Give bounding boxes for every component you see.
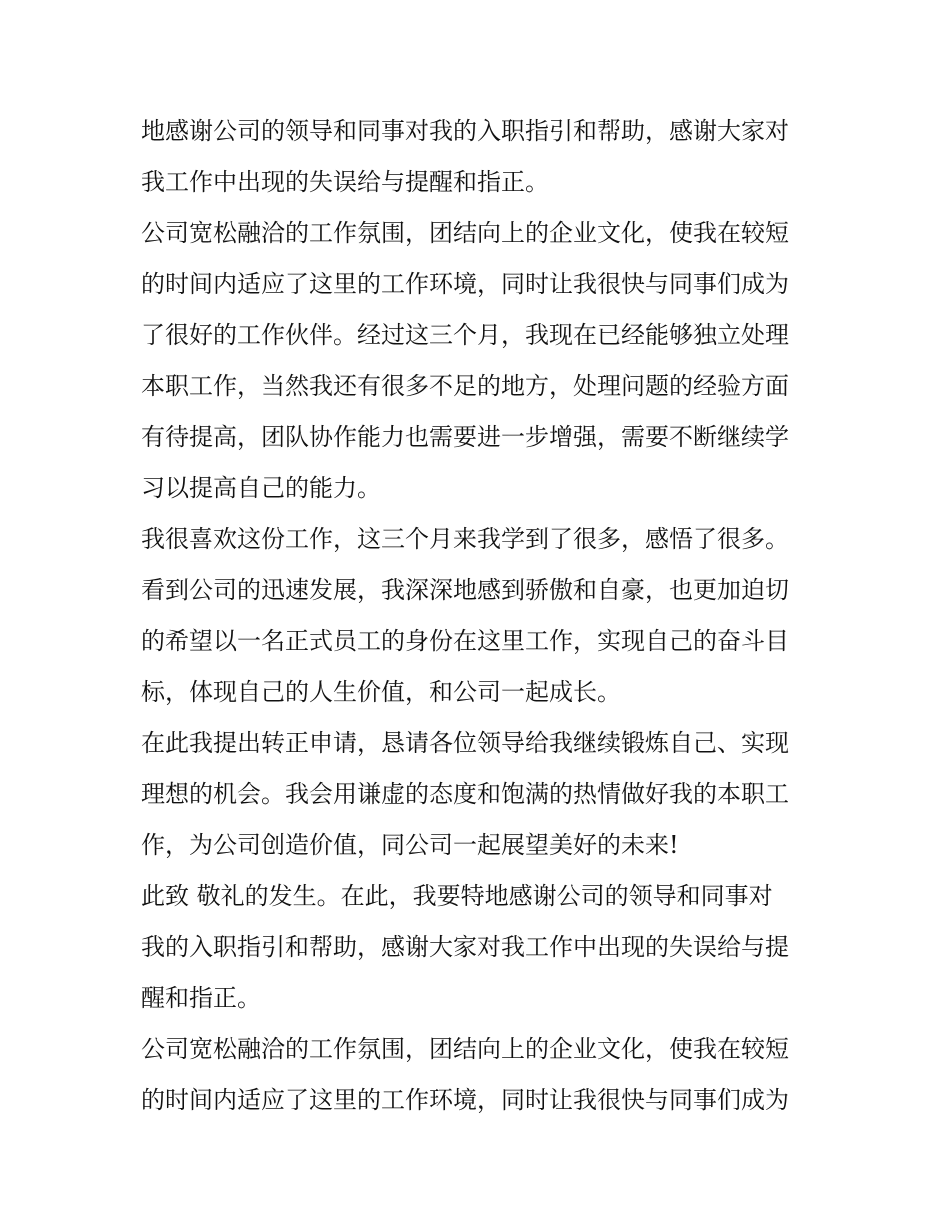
text-line: 了很好的工作伙伴。经过这三个月，我现在已经能够独立处理	[141, 321, 789, 349]
text-line: 的希望以一名正式员工的身份在这里工作，实现自己的奋斗目	[141, 627, 789, 655]
text-line: 我很喜欢这份工作，这三个月来我学到了很多，感悟了很多。	[141, 525, 789, 553]
text-line: 标，体现自己的人生价值，和公司一起成长。	[141, 678, 621, 706]
text-line: 我的入职指引和帮助，感谢大家对我工作中出现的失误给与提	[141, 933, 789, 961]
text-line: 习以提高自己的能力。	[141, 474, 381, 502]
text-line: 作，为公司创造价值，同公司一起展望美好的未来!	[141, 831, 679, 859]
text-line: 在此我提出转正申请，恳请各位领导给我继续锻炼自己、实现	[141, 729, 789, 757]
text-line: 有待提高，团队协作能力也需要进一步增强，需要不断继续学	[141, 423, 789, 451]
text-line: 公司宽松融洽的工作氛围，团结向上的企业文化，使我在较短	[141, 1035, 789, 1063]
text-line: 醒和指正。	[141, 984, 261, 1012]
text-line: 此致 敬礼的发生。在此，我要特地感谢公司的领导和同事对	[141, 882, 773, 910]
text-line: 公司宽松融洽的工作氛围，团结向上的企业文化，使我在较短	[141, 219, 789, 247]
text-line: 我工作中出现的失误给与提醒和指正。	[141, 168, 549, 196]
text-line: 的时间内适应了这里的工作环境，同时让我很快与同事们成为	[141, 270, 789, 298]
document-body	[141, 106, 817, 1126]
text-line: 理想的机会。我会用谦虚的态度和饱满的热情做好我的本职工	[141, 780, 789, 808]
text-line: 的时间内适应了这里的工作环境，同时让我很快与同事们成为	[141, 1086, 789, 1114]
text-line: 本职工作，当然我还有很多不足的地方，处理问题的经验方面	[141, 372, 789, 400]
text-line: 看到公司的迅速发展，我深深地感到骄傲和自豪，也更加迫切	[141, 576, 789, 604]
text-line: 地感谢公司的领导和同事对我的入职指引和帮助，感谢大家对	[141, 117, 789, 145]
